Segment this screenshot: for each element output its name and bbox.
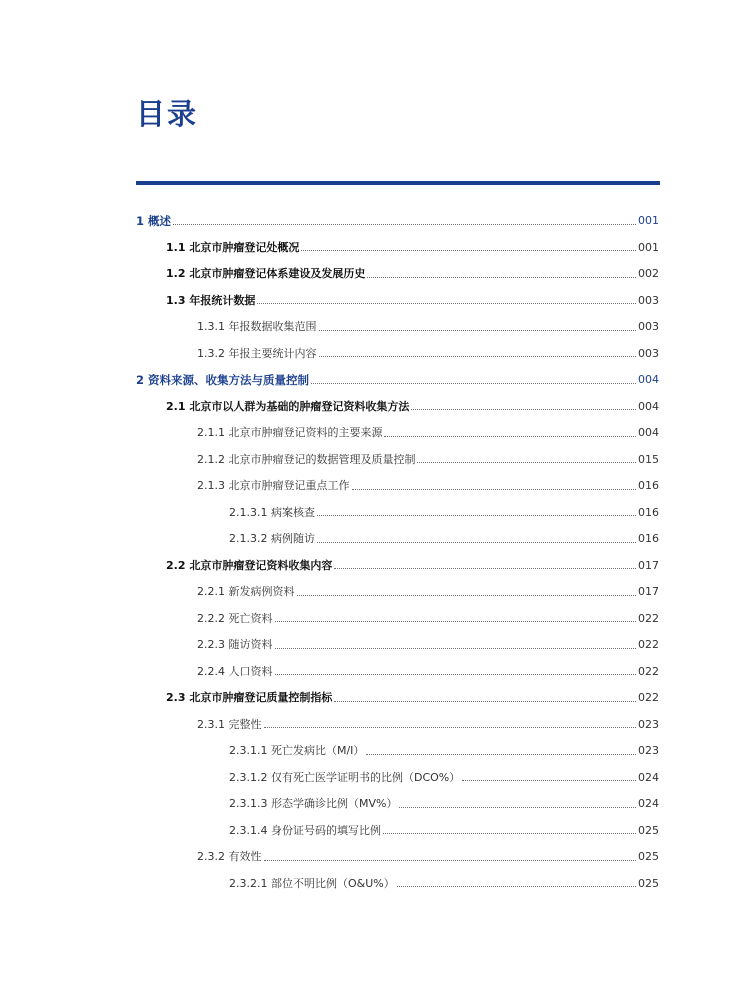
toc-page-number: 004 [638, 399, 659, 413]
toc-page-number: 025 [638, 876, 659, 890]
toc-page-number: 004 [638, 373, 659, 386]
toc-entry[interactable] [229, 875, 659, 893]
toc-entry[interactable] [166, 557, 659, 575]
toc-page-number: 001 [638, 214, 659, 227]
toc-entry[interactable] [197, 451, 659, 469]
toc-page-number: 016 [638, 505, 659, 519]
toc-page-number: 022 [638, 691, 659, 704]
toc-entry[interactable] [136, 212, 659, 230]
toc-entry[interactable] [197, 716, 659, 734]
toc-entry[interactable] [229, 822, 659, 840]
toc-entry-title: 1.3.1 年报数据收集范围 [197, 320, 317, 333]
toc-page-number: 015 [638, 452, 659, 466]
dot-leader [275, 674, 637, 675]
toc-entry-title: 2.3.1.1 死亡发病比（M/I） [229, 744, 365, 757]
dot-leader [384, 436, 636, 437]
dot-leader [173, 224, 636, 225]
dot-leader [264, 727, 637, 728]
toc-entry-title: 2.1.2 北京市肿瘤登记的数据管理及质量控制 [197, 452, 416, 466]
toc-entry[interactable] [229, 795, 659, 813]
dot-leader [366, 754, 636, 755]
toc-entry-title: 2.2.2 死亡资料 [197, 611, 273, 625]
toc-entry[interactable] [136, 371, 659, 389]
toc-page-number: 003 [638, 320, 659, 333]
toc-page-number: 025 [638, 850, 659, 863]
toc-page-number: 003 [638, 293, 659, 307]
toc-entry-title: 2.3 北京市肿瘤登记质量控制指标 [166, 691, 333, 704]
toc-entry-title: 1.2 北京市肿瘤登记体系建设及发展历史 [166, 267, 366, 280]
toc-entry-title: 2.3.2.1 部位不明比例（O&U%） [229, 876, 395, 890]
toc-entry[interactable] [166, 265, 659, 283]
toc-entry-title: 2 资料来源、收集方法与质量控制 [136, 373, 310, 387]
toc-entry[interactable] [166, 398, 659, 416]
toc-entry-title: 1.3.2 年报主要统计内容 [197, 346, 317, 360]
toc-page-number: 003 [638, 346, 659, 360]
toc-entry-title: 2.2.4 人口资料 [197, 664, 273, 678]
toc-page-number: 017 [638, 558, 659, 572]
toc-entry[interactable] [197, 345, 659, 363]
toc-entry-title: 2.3.2 有效性 [197, 850, 262, 863]
toc-entry-title: 2.3.1.4 身份证号码的填写比例 [229, 823, 381, 837]
toc-page-number: 023 [638, 744, 659, 757]
toc-page-number: 001 [638, 240, 659, 254]
toc-entry-title: 2.2.1 新发病例资料 [197, 585, 295, 598]
dot-leader [383, 833, 636, 834]
dot-leader [297, 595, 637, 596]
toc-entry[interactable] [229, 530, 659, 548]
toc-entry[interactable] [229, 742, 659, 760]
toc-page-number: 016 [638, 479, 659, 492]
toc-page-number: 016 [638, 532, 659, 545]
toc-entry-title: 2.1 北京市以人群为基础的肿瘤登记资料收集方法 [166, 399, 410, 413]
dot-leader [311, 383, 636, 384]
toc-entry-title: 2.2 北京市肿瘤登记资料收集内容 [166, 558, 333, 572]
dot-leader [275, 621, 637, 622]
toc-page-number: 022 [638, 638, 659, 651]
toc-entry[interactable] [166, 689, 659, 707]
dot-leader [264, 860, 637, 861]
dot-leader [397, 886, 636, 887]
toc-entry[interactable] [197, 610, 659, 628]
toc-entry-title: 2.1.1 北京市肿瘤登记资料的主要来源 [197, 426, 383, 439]
toc-entry[interactable] [166, 292, 659, 310]
toc-page-number: 002 [638, 267, 659, 280]
dot-leader [301, 250, 636, 251]
toc-entry[interactable] [229, 504, 659, 522]
dot-leader [317, 515, 636, 516]
toc-entry-title: 2.1.3.2 病例随访 [229, 532, 315, 545]
toc-entry-title: 2.1.3 北京市肿瘤登记重点工作 [197, 479, 350, 492]
toc-entry[interactable] [197, 663, 659, 681]
toc-page-number: 022 [638, 611, 659, 625]
toc-page-number: 004 [638, 426, 659, 439]
dot-leader [411, 409, 636, 410]
toc-page-number: 025 [638, 823, 659, 837]
toc-entry[interactable] [197, 636, 659, 654]
dot-leader [417, 462, 636, 463]
dot-leader [367, 277, 636, 278]
toc-entry-title: 1.1 北京市肿瘤登记处概况 [166, 240, 300, 254]
toc-entry-title: 2.1.3.1 病案核查 [229, 505, 315, 519]
toc-entry-title: 2.2.3 随访资料 [197, 638, 273, 651]
toc-page-number: 024 [638, 770, 659, 784]
toc-entry-title: 2.3.1 完整性 [197, 717, 262, 731]
toc-entry[interactable] [166, 239, 659, 257]
toc-entry-title: 1.3 年报统计数据 [166, 293, 256, 307]
dot-leader [399, 807, 636, 808]
toc-entry-title: 1 概述 [136, 214, 172, 228]
dot-leader [334, 568, 636, 569]
toc-entry[interactable] [197, 583, 659, 601]
dot-leader [257, 303, 636, 304]
toc-entry-title: 2.3.1.2 仅有死亡医学证明书的比例（DCO%） [229, 770, 461, 784]
toc-page-number: 023 [638, 717, 659, 731]
toc-page-number: 022 [638, 664, 659, 678]
dot-leader [275, 648, 637, 649]
dot-leader [319, 356, 637, 357]
toc-entry[interactable] [197, 318, 659, 336]
toc-entry[interactable] [197, 424, 659, 442]
dot-leader [462, 780, 636, 781]
dot-leader [319, 330, 637, 331]
toc-entry[interactable] [229, 769, 659, 787]
toc-entry[interactable] [197, 848, 659, 866]
dot-leader [334, 701, 636, 702]
toc-page-number: 017 [638, 585, 659, 598]
dot-leader [352, 489, 637, 490]
toc-entry-title: 2.3.1.3 形态学确诊比例（MV%） [229, 797, 398, 810]
dot-leader [317, 542, 636, 543]
toc-entry[interactable] [197, 477, 659, 495]
page-title: 目录 [136, 97, 199, 131]
toc-page-number: 024 [638, 797, 659, 810]
